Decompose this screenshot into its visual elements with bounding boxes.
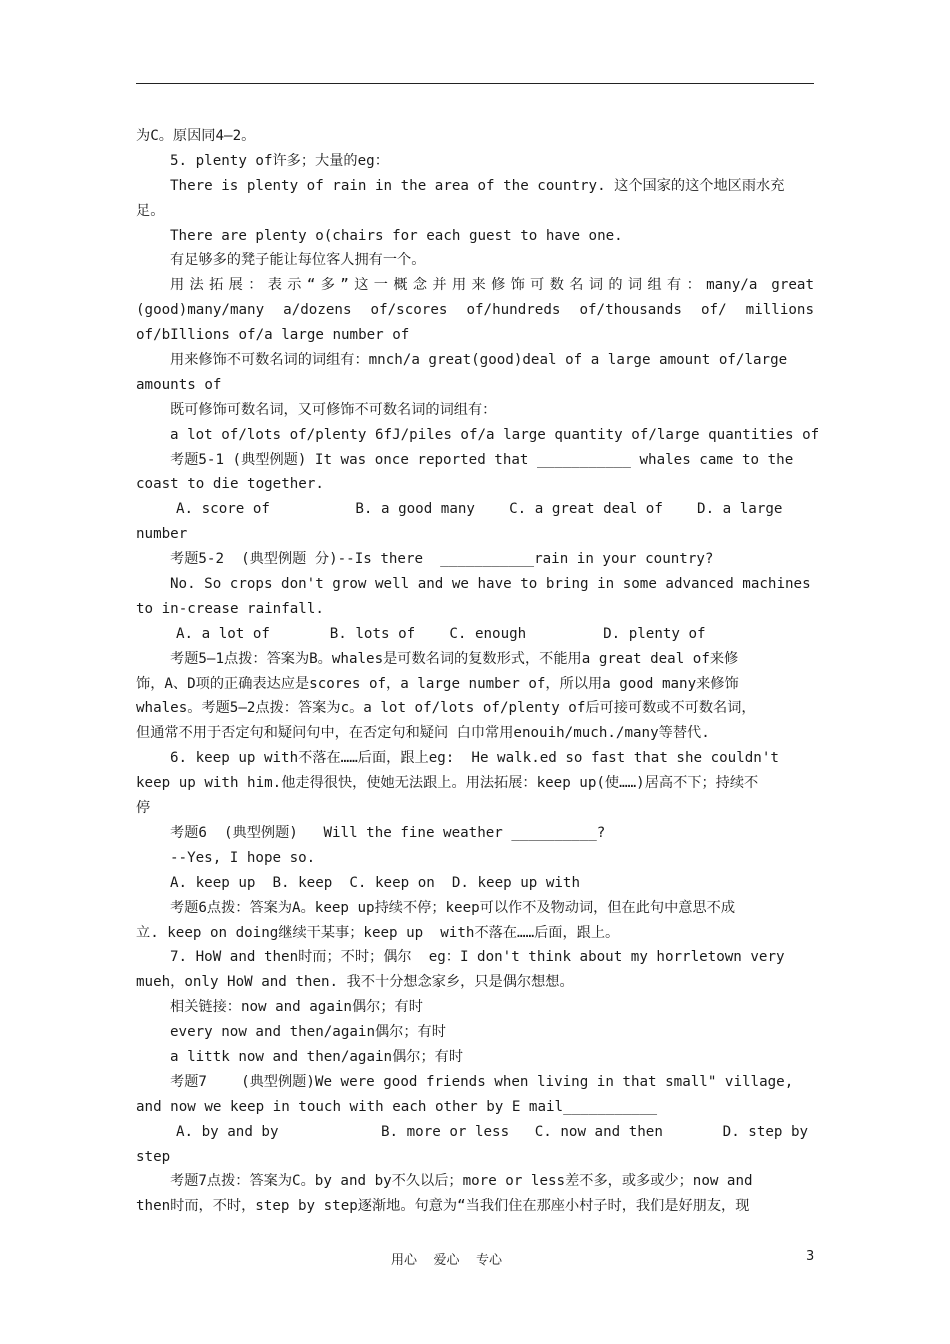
footer-motto: 用心 爱心 专心: [391, 1253, 503, 1268]
text-line: 考题5—1点拨：答案为B。whales是可数名词的复数形式，不能用a great deal of来修: [170, 650, 739, 667]
text-line: 考题6 (典型例题) Will the fine weather __________?: [170, 824, 606, 841]
text-line: number: [136, 526, 188, 543]
text-line: 但通常不用于否定句和疑问句中，在否定句和疑问 白巾常用enouih/much./many等替代.: [136, 725, 710, 742]
text-line: every now and then/again偶尔；有时: [170, 1024, 446, 1041]
text-line: 饰，A、D项的正确表达应是scores of，a large number of，所以用a good many来修饰: [136, 675, 739, 692]
text-line: 有足够多的凳子能让每位客人拥有一个。: [170, 252, 426, 269]
text-line: of/bIllions of/a large number of: [136, 327, 410, 344]
text-line: 考题5-2 (典型例题 分)--Is there ___________rain in your country?: [170, 551, 714, 568]
text-line: A. a lot of B. lots of C. enough D. plenty of: [176, 625, 706, 642]
text-line: coast to die together.: [136, 476, 324, 493]
text-line: 考题5-1 (典型例题) It was once reported that ___________ whales came to the: [170, 451, 794, 468]
text-line: amounts of: [136, 376, 222, 393]
text-line: A. by and by B. more or less C. now and then D. step by: [176, 1123, 809, 1140]
page-footer: [0, 1249, 950, 1269]
text-line: There is plenty of rain in the area of the country. 这个国家的这个地区雨水充: [170, 177, 785, 194]
text-line: then时而，不时，step by step逐渐地。句意为“当我们住在那座小村子时，我们是好朋友，现: [136, 1198, 750, 1215]
text-line: No. So crops don't grow well and we have to bring in some advanced machines: [170, 576, 811, 593]
text-line: to in-crease rainfall.: [136, 600, 324, 617]
text-line: 考题6点拨：答案为A。keep up持续不停；keep可以作不及物动词，但在此句中意思不成: [170, 899, 736, 916]
text-line: mueh，only HoW and then. 我不十分想念家乡，只是偶尔想想。: [136, 974, 574, 991]
text-line: a littk now and then/again偶尔；有时: [170, 1048, 464, 1065]
text-line: 为C。原因同4—2。: [136, 128, 256, 144]
text-line: 考题7点拨：答案为C。by and by不久以后；more or less差不多，或多或少；now and: [170, 1173, 753, 1190]
text-line: 足。: [136, 202, 165, 219]
text-line: 7. HoW and then时而；不时；偶尔 eg：I don't think about my horrletown very: [170, 949, 785, 966]
text-line: A. score of B. a good many C. a great deal of D. a large: [176, 501, 783, 518]
text-line: and now we keep in touch with each other by E mail___________: [136, 1098, 658, 1115]
document-body: [136, 124, 820, 1219]
text-line: (good)many/many a/dozens of/scores of/hundreds of/thousands of/ millions: [136, 302, 814, 319]
text-line: whales。考题5—2点拨：答案为c。a lot of/lots of/plenty of后可接可数或不可数名词，: [136, 700, 756, 717]
text-line: There are plenty o(chairs for each guest to have one.: [170, 227, 623, 244]
text-line: a lot of/lots of/plenty 6fJ/piles of/a large quantity of/large quantities of: [170, 426, 820, 443]
text-line: 用来修饰不可数名词的词组有：mnch/a great(good)deal of a large amount of/large: [170, 352, 788, 369]
text-line: A. keep up B. keep C. keep on D. keep up with: [170, 874, 580, 891]
text-line: 停: [136, 800, 151, 817]
text-line: 相关链接：now and again偶尔；有时: [170, 999, 423, 1016]
text-line: 6. keep up with不落在……后面，跟上eg: He walk.ed so fast that she couldn't: [170, 750, 779, 767]
text-line: 考题7 (典型例题)We were good friends when living in that small" village,: [170, 1073, 794, 1090]
text-line: 5. plenty of许多；大量的eg：: [170, 152, 389, 169]
header-rule: [136, 83, 814, 84]
text-line: 立. keep on doing继续干某事；keep up with不落在……后面，跟上。: [136, 924, 620, 941]
text-line: keep up with him.他走得很快，使她无法跟上。用法拓展：keep up(使……)居高不下；持续不: [136, 775, 759, 792]
text-line: 既可修饰可数名词，又可修饰不可数名词的词组有：: [170, 401, 497, 418]
text-line: --Yes, I hope so.: [170, 849, 316, 866]
page-number: 3: [806, 1249, 815, 1264]
text-line: step: [136, 1148, 171, 1165]
text-line: 用法拓展：表示“多”这一概念并用来修饰可数名词的词组有：many/a great: [170, 277, 814, 294]
